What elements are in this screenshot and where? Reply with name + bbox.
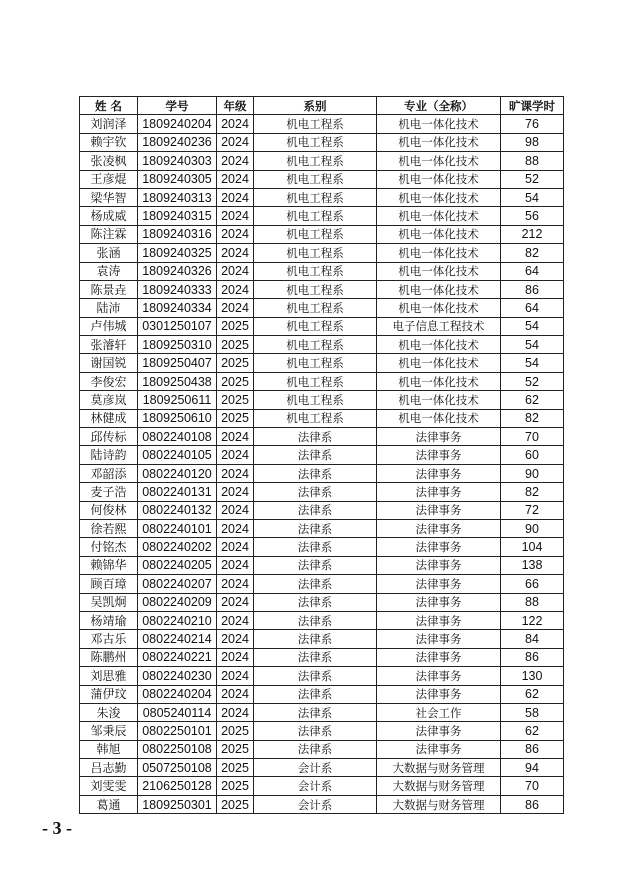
cell-grade: 2024 [217, 133, 254, 151]
cell-absence-hours: 86 [501, 740, 564, 758]
cell-grade: 2024 [217, 667, 254, 685]
cell-grade: 2025 [217, 740, 254, 758]
cell-major: 机电一体化技术 [377, 152, 501, 170]
table-row [80, 354, 564, 372]
cell-student-id: 1809240204 [138, 115, 217, 133]
cell-major: 法律事务 [377, 501, 501, 519]
table-row [80, 207, 564, 225]
table-row [80, 391, 564, 409]
cell-department: 机电工程系 [254, 133, 377, 151]
table-row [80, 299, 564, 317]
cell-student-id: 0802240207 [138, 575, 217, 593]
cell-student-id: 0802240230 [138, 667, 217, 685]
cell-grade: 2024 [217, 446, 254, 464]
table-row [80, 519, 564, 537]
cell-major: 法律事务 [377, 685, 501, 703]
cell-student-id: 1809240316 [138, 225, 217, 243]
cell-grade: 2024 [217, 538, 254, 556]
cell-department: 机电工程系 [254, 188, 377, 206]
cell-major: 法律事务 [377, 611, 501, 629]
cell-major: 法律事务 [377, 556, 501, 574]
table-row [80, 703, 564, 721]
table-row [80, 483, 564, 501]
cell-major: 社会工作 [377, 703, 501, 721]
cell-grade: 2024 [217, 703, 254, 721]
cell-grade: 2024 [217, 244, 254, 262]
cell-absence-hours: 52 [501, 170, 564, 188]
table-body [80, 115, 564, 814]
cell-absence-hours: 86 [501, 648, 564, 666]
cell-major: 机电一体化技术 [377, 262, 501, 280]
table-row [80, 593, 564, 611]
cell-name: 刘雯雯 [80, 777, 138, 795]
cell-absence-hours: 54 [501, 317, 564, 335]
cell-department: 机电工程系 [254, 262, 377, 280]
cell-major: 机电一体化技术 [377, 133, 501, 151]
table-row [80, 795, 564, 813]
cell-major: 电子信息工程技术 [377, 317, 501, 335]
cell-name: 邓古乐 [80, 630, 138, 648]
cell-major: 法律事务 [377, 464, 501, 482]
cell-name: 刘思雅 [80, 667, 138, 685]
cell-student-id: 0507250108 [138, 759, 217, 777]
cell-name: 莫彦岚 [80, 391, 138, 409]
cell-student-id: 0802240205 [138, 556, 217, 574]
table-row [80, 501, 564, 519]
cell-major: 法律事务 [377, 483, 501, 501]
cell-major: 法律事务 [377, 740, 501, 758]
table-row [80, 115, 564, 133]
cell-absence-hours: 212 [501, 225, 564, 243]
cell-department: 法律系 [254, 611, 377, 629]
cell-name: 张涵 [80, 244, 138, 262]
cell-name: 张濬轩 [80, 336, 138, 354]
cell-grade: 2024 [217, 593, 254, 611]
cell-grade: 2024 [217, 299, 254, 317]
cell-major: 机电一体化技术 [377, 115, 501, 133]
cell-grade: 2024 [217, 428, 254, 446]
cell-absence-hours: 86 [501, 795, 564, 813]
cell-grade: 2024 [217, 575, 254, 593]
cell-department: 机电工程系 [254, 391, 377, 409]
cell-grade: 2024 [217, 685, 254, 703]
header-student-id: 学号 [138, 97, 217, 115]
cell-department: 法律系 [254, 538, 377, 556]
cell-grade: 2025 [217, 317, 254, 335]
cell-department: 机电工程系 [254, 115, 377, 133]
table-row [80, 188, 564, 206]
cell-department: 法律系 [254, 722, 377, 740]
cell-absence-hours: 66 [501, 575, 564, 593]
cell-student-id: 0802240202 [138, 538, 217, 556]
table-row [80, 428, 564, 446]
cell-absence-hours: 90 [501, 519, 564, 537]
cell-absence-hours: 54 [501, 354, 564, 372]
cell-department: 法律系 [254, 667, 377, 685]
cell-department: 法律系 [254, 648, 377, 666]
table-row [80, 244, 564, 262]
cell-absence-hours: 54 [501, 188, 564, 206]
cell-student-id: 0802240132 [138, 501, 217, 519]
cell-absence-hours: 56 [501, 207, 564, 225]
cell-department: 法律系 [254, 703, 377, 721]
cell-student-id: 1809250310 [138, 336, 217, 354]
cell-student-id: 0802240120 [138, 464, 217, 482]
table-row [80, 464, 564, 482]
cell-grade: 2024 [217, 630, 254, 648]
cell-student-id: 1809240325 [138, 244, 217, 262]
cell-absence-hours: 104 [501, 538, 564, 556]
cell-absence-hours: 82 [501, 409, 564, 427]
table-row [80, 759, 564, 777]
cell-major: 机电一体化技术 [377, 170, 501, 188]
cell-name: 刘润泽 [80, 115, 138, 133]
cell-name: 朱浚 [80, 703, 138, 721]
table-row [80, 777, 564, 795]
cell-grade: 2024 [217, 262, 254, 280]
cell-department: 法律系 [254, 519, 377, 537]
cell-department: 机电工程系 [254, 354, 377, 372]
cell-absence-hours: 130 [501, 667, 564, 685]
cell-department: 机电工程系 [254, 170, 377, 188]
cell-absence-hours: 88 [501, 152, 564, 170]
table-header-row [80, 97, 564, 115]
cell-student-id: 1809250301 [138, 795, 217, 813]
cell-name: 韩旭 [80, 740, 138, 758]
cell-student-id: 0802240209 [138, 593, 217, 611]
cell-name: 邱传标 [80, 428, 138, 446]
cell-student-id: 0802250101 [138, 722, 217, 740]
table-row [80, 372, 564, 390]
cell-name: 李俊宏 [80, 372, 138, 390]
cell-department: 机电工程系 [254, 207, 377, 225]
cell-name: 陈景垚 [80, 280, 138, 298]
cell-student-id: 0802240108 [138, 428, 217, 446]
cell-major: 机电一体化技术 [377, 372, 501, 390]
cell-name: 邓韶添 [80, 464, 138, 482]
cell-major: 机电一体化技术 [377, 280, 501, 298]
cell-absence-hours: 98 [501, 133, 564, 151]
cell-grade: 2024 [217, 280, 254, 298]
cell-department: 法律系 [254, 685, 377, 703]
cell-grade: 2025 [217, 777, 254, 795]
cell-name: 袁涛 [80, 262, 138, 280]
cell-major: 机电一体化技术 [377, 391, 501, 409]
cell-absence-hours: 90 [501, 464, 564, 482]
cell-name: 麦子浩 [80, 483, 138, 501]
cell-department: 机电工程系 [254, 409, 377, 427]
cell-name: 陆沛 [80, 299, 138, 317]
cell-name: 王彦焜 [80, 170, 138, 188]
cell-absence-hours: 60 [501, 446, 564, 464]
table-row [80, 685, 564, 703]
cell-student-id: 1809240333 [138, 280, 217, 298]
cell-student-id: 1809240334 [138, 299, 217, 317]
table-row [80, 556, 564, 574]
cell-major: 机电一体化技术 [377, 225, 501, 243]
cell-absence-hours: 88 [501, 593, 564, 611]
cell-major: 机电一体化技术 [377, 299, 501, 317]
cell-absence-hours: 62 [501, 685, 564, 703]
cell-major: 法律事务 [377, 630, 501, 648]
cell-name: 陈鹏州 [80, 648, 138, 666]
cell-grade: 2024 [217, 648, 254, 666]
cell-department: 机电工程系 [254, 336, 377, 354]
table-row [80, 280, 564, 298]
cell-major: 法律事务 [377, 428, 501, 446]
cell-major: 法律事务 [377, 648, 501, 666]
cell-absence-hours: 64 [501, 262, 564, 280]
cell-grade: 2024 [217, 170, 254, 188]
cell-absence-hours: 72 [501, 501, 564, 519]
table-row [80, 133, 564, 151]
cell-major: 机电一体化技术 [377, 409, 501, 427]
cell-absence-hours: 86 [501, 280, 564, 298]
cell-grade: 2024 [217, 188, 254, 206]
cell-grade: 2024 [217, 152, 254, 170]
cell-department: 法律系 [254, 428, 377, 446]
table-row [80, 317, 564, 335]
header-department: 系别 [254, 97, 377, 115]
cell-name: 吴凯炯 [80, 593, 138, 611]
table-row [80, 170, 564, 188]
cell-major: 法律事务 [377, 575, 501, 593]
cell-name: 赖锦华 [80, 556, 138, 574]
cell-absence-hours: 58 [501, 703, 564, 721]
cell-grade: 2025 [217, 722, 254, 740]
cell-major: 机电一体化技术 [377, 207, 501, 225]
cell-grade: 2025 [217, 409, 254, 427]
cell-grade: 2025 [217, 759, 254, 777]
cell-student-id: 0802250108 [138, 740, 217, 758]
cell-grade: 2024 [217, 611, 254, 629]
cell-department: 机电工程系 [254, 372, 377, 390]
cell-department: 会计系 [254, 777, 377, 795]
table-row [80, 575, 564, 593]
cell-name: 邹秉辰 [80, 722, 138, 740]
cell-absence-hours: 52 [501, 372, 564, 390]
cell-name: 卢伟城 [80, 317, 138, 335]
cell-department: 机电工程系 [254, 280, 377, 298]
cell-student-id: 1809240313 [138, 188, 217, 206]
cell-name: 陈注霖 [80, 225, 138, 243]
table-row [80, 667, 564, 685]
cell-absence-hours: 70 [501, 428, 564, 446]
cell-student-id: 0802240105 [138, 446, 217, 464]
cell-grade: 2025 [217, 354, 254, 372]
table-row [80, 446, 564, 464]
header-name: 姓 名 [80, 97, 138, 115]
cell-name: 陆诗韵 [80, 446, 138, 464]
cell-major: 机电一体化技术 [377, 336, 501, 354]
cell-department: 法律系 [254, 575, 377, 593]
cell-student-id: 1809240326 [138, 262, 217, 280]
cell-name: 葛通 [80, 795, 138, 813]
cell-name: 顾百璋 [80, 575, 138, 593]
cell-student-id: 0802240131 [138, 483, 217, 501]
cell-name: 何俊林 [80, 501, 138, 519]
cell-department: 法律系 [254, 483, 377, 501]
cell-name: 杨成威 [80, 207, 138, 225]
cell-absence-hours: 122 [501, 611, 564, 629]
cell-department: 会计系 [254, 759, 377, 777]
cell-student-id: 0802240101 [138, 519, 217, 537]
cell-absence-hours: 82 [501, 244, 564, 262]
cell-absence-hours: 84 [501, 630, 564, 648]
cell-absence-hours: 62 [501, 391, 564, 409]
cell-grade: 2025 [217, 336, 254, 354]
cell-absence-hours: 94 [501, 759, 564, 777]
cell-major: 法律事务 [377, 722, 501, 740]
cell-major: 机电一体化技术 [377, 188, 501, 206]
cell-major: 法律事务 [377, 446, 501, 464]
cell-student-id: 0802240210 [138, 611, 217, 629]
cell-absence-hours: 76 [501, 115, 564, 133]
cell-name: 吕志勤 [80, 759, 138, 777]
cell-major: 机电一体化技术 [377, 354, 501, 372]
cell-department: 法律系 [254, 464, 377, 482]
cell-department: 机电工程系 [254, 152, 377, 170]
cell-department: 机电工程系 [254, 225, 377, 243]
cell-absence-hours: 64 [501, 299, 564, 317]
table-row [80, 722, 564, 740]
cell-student-id: 0802240221 [138, 648, 217, 666]
cell-grade: 2024 [217, 501, 254, 519]
cell-name: 赖宇钦 [80, 133, 138, 151]
cell-student-id: 1809240305 [138, 170, 217, 188]
cell-name: 张凌枫 [80, 152, 138, 170]
cell-student-id: 1809240303 [138, 152, 217, 170]
cell-department: 机电工程系 [254, 244, 377, 262]
cell-major: 法律事务 [377, 519, 501, 537]
cell-major: 机电一体化技术 [377, 244, 501, 262]
cell-name: 杨靖瑜 [80, 611, 138, 629]
cell-student-id: 0301250107 [138, 317, 217, 335]
table-row [80, 336, 564, 354]
cell-grade: 2025 [217, 391, 254, 409]
cell-grade: 2024 [217, 207, 254, 225]
cell-department: 法律系 [254, 446, 377, 464]
cell-student-id: 1809250438 [138, 372, 217, 390]
table-row [80, 225, 564, 243]
cell-major: 大数据与财务管理 [377, 759, 501, 777]
cell-name: 付铭杰 [80, 538, 138, 556]
cell-student-id: 1809250611 [138, 391, 217, 409]
cell-major: 法律事务 [377, 538, 501, 556]
cell-student-id: 2106250128 [138, 777, 217, 795]
cell-grade: 2025 [217, 795, 254, 813]
cell-grade: 2024 [217, 225, 254, 243]
table-row [80, 648, 564, 666]
cell-department: 法律系 [254, 501, 377, 519]
cell-name: 梁华智 [80, 188, 138, 206]
cell-student-id: 1809250407 [138, 354, 217, 372]
cell-grade: 2024 [217, 556, 254, 574]
cell-absence-hours: 138 [501, 556, 564, 574]
cell-student-id: 1809250610 [138, 409, 217, 427]
cell-grade: 2024 [217, 464, 254, 482]
cell-department: 机电工程系 [254, 299, 377, 317]
cell-student-id: 0802240214 [138, 630, 217, 648]
cell-grade: 2024 [217, 483, 254, 501]
header-major: 专业（全称） [377, 97, 501, 115]
cell-grade: 2025 [217, 372, 254, 390]
cell-name: 蒲伊玟 [80, 685, 138, 703]
cell-absence-hours: 70 [501, 777, 564, 795]
cell-department: 法律系 [254, 630, 377, 648]
cell-department: 机电工程系 [254, 317, 377, 335]
cell-grade: 2024 [217, 115, 254, 133]
cell-name: 林健成 [80, 409, 138, 427]
table-row [80, 630, 564, 648]
cell-name: 徐若熙 [80, 519, 138, 537]
header-grade: 年级 [217, 97, 254, 115]
cell-major: 法律事务 [377, 667, 501, 685]
table-row [80, 152, 564, 170]
cell-major: 大数据与财务管理 [377, 795, 501, 813]
absence-table [79, 96, 564, 814]
cell-major: 法律事务 [377, 593, 501, 611]
cell-department: 法律系 [254, 593, 377, 611]
cell-absence-hours: 62 [501, 722, 564, 740]
cell-student-id: 0805240114 [138, 703, 217, 721]
cell-name: 谢国锐 [80, 354, 138, 372]
cell-absence-hours: 82 [501, 483, 564, 501]
cell-grade: 2024 [217, 519, 254, 537]
header-absence-hours: 旷课学时 [501, 97, 564, 115]
cell-absence-hours: 54 [501, 336, 564, 354]
cell-department: 法律系 [254, 740, 377, 758]
table-row [80, 538, 564, 556]
page-number: - 3 - [42, 818, 72, 838]
table-row [80, 409, 564, 427]
cell-department: 法律系 [254, 556, 377, 574]
table-row [80, 262, 564, 280]
table-row [80, 611, 564, 629]
cell-major: 大数据与财务管理 [377, 777, 501, 795]
cell-student-id: 0802240204 [138, 685, 217, 703]
cell-student-id: 1809240315 [138, 207, 217, 225]
table-row [80, 740, 564, 758]
cell-department: 会计系 [254, 795, 377, 813]
cell-student-id: 1809240236 [138, 133, 217, 151]
